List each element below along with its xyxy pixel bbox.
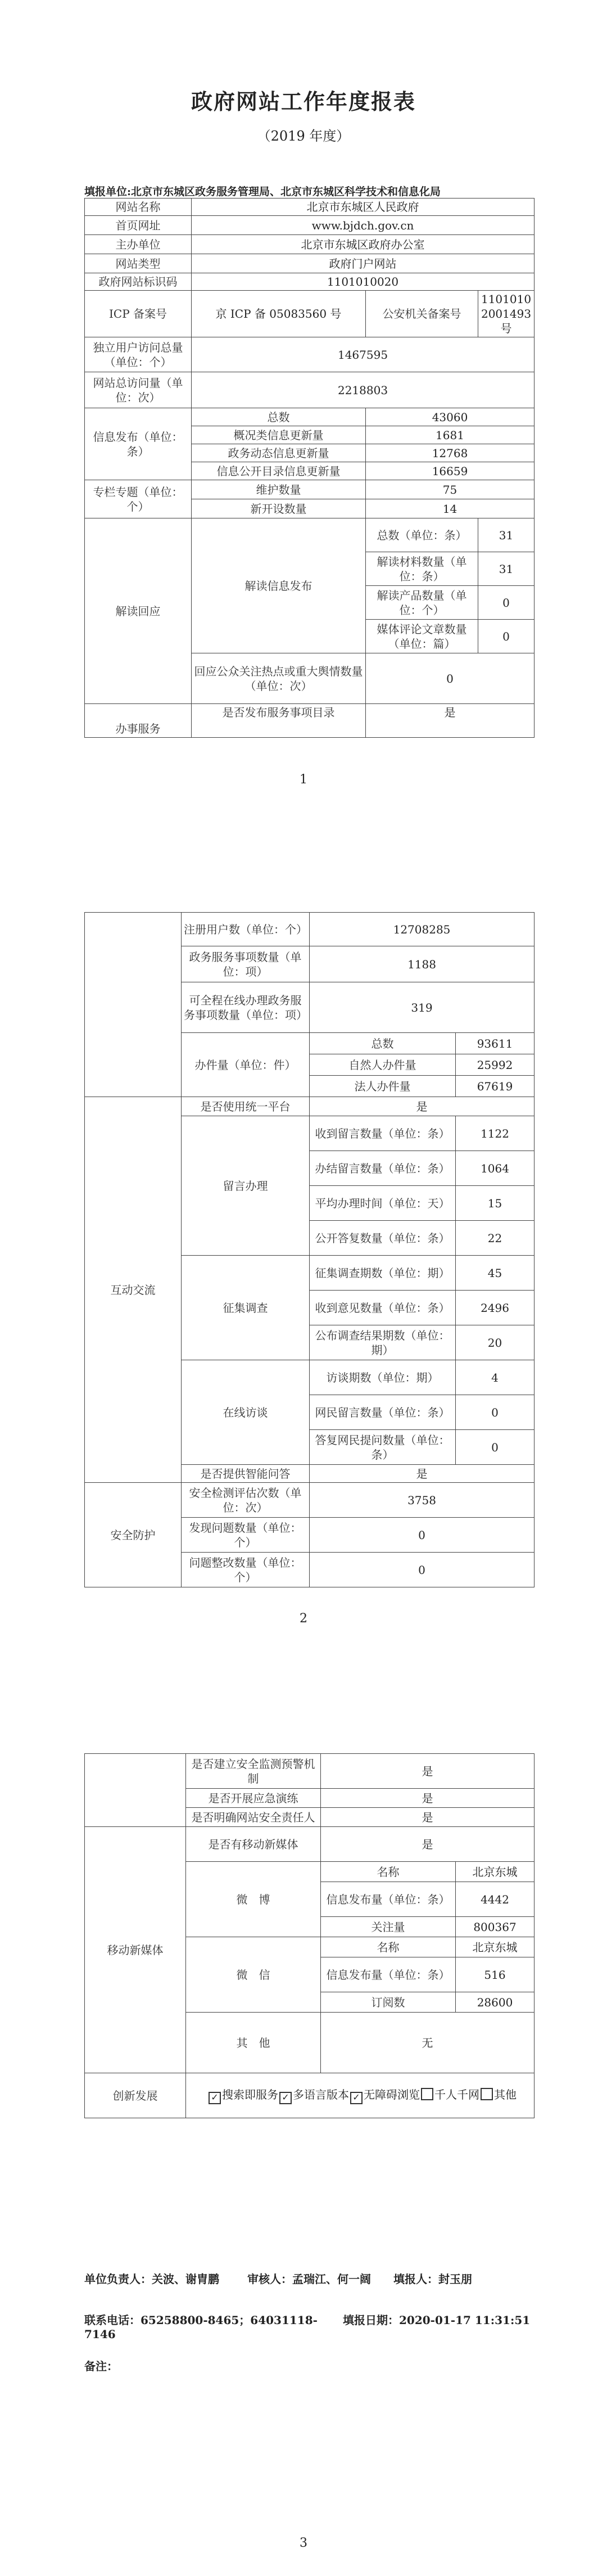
interp-total-label: 总数（单位：条） bbox=[366, 518, 478, 552]
cases-legal-value: 67619 bbox=[456, 1076, 534, 1097]
unified-platform-label: 是否使用统一平台 bbox=[182, 1097, 310, 1116]
wechat-name-value: 北京东城 bbox=[456, 1937, 534, 1957]
filler: 填报人：封玉朋 bbox=[393, 2272, 472, 2286]
registered-users-label: 注册用户数（单位：个） bbox=[182, 913, 310, 946]
msg-received-value: 1122 bbox=[456, 1116, 534, 1151]
survey-opinions-value: 2496 bbox=[456, 1291, 534, 1325]
interview-replies-label: 答复网民提问数量（单位：条） bbox=[310, 1430, 456, 1465]
unique-visitors-label: 独立用户访问总量（单位：个） bbox=[85, 337, 192, 372]
smart-qa-label: 是否提供智能问答 bbox=[182, 1465, 310, 1483]
site-code-value: 1101010020 bbox=[192, 273, 534, 291]
survey-results-value: 20 bbox=[456, 1325, 534, 1360]
interview-periods-value: 4 bbox=[456, 1360, 534, 1395]
service-catalog-value: 是 bbox=[366, 704, 534, 738]
registered-users-value: 12708285 bbox=[310, 913, 534, 946]
monitoring-value: 是 bbox=[321, 1754, 534, 1789]
checkbox-empty-icon[interactable] bbox=[481, 2088, 493, 2100]
interp-media-value: 0 bbox=[478, 620, 534, 653]
info-dynamic-value: 12768 bbox=[366, 444, 534, 462]
innovation-option-label: 无障碍浏览 bbox=[364, 2087, 420, 2101]
drill-label: 是否开展应急演练 bbox=[186, 1789, 321, 1808]
service-catalog-label: 是否发布服务事项目录 bbox=[192, 704, 366, 738]
police-record-label: 公安机关备案号 bbox=[366, 291, 478, 337]
homepage-label: 首页网址 bbox=[85, 216, 192, 235]
survey-label: 征集调查 bbox=[182, 1256, 310, 1360]
report-table-page-3 bbox=[84, 1753, 534, 2118]
weibo-name-label: 名称 bbox=[321, 1862, 456, 1882]
interp-products-value: 0 bbox=[478, 586, 534, 620]
interp-total-value: 31 bbox=[478, 518, 534, 552]
site-name-value: 北京市东城区人民政府 bbox=[192, 198, 534, 216]
report-year: （2019 年度） bbox=[257, 128, 350, 144]
msg-avg-time-value: 15 bbox=[456, 1186, 534, 1221]
service-items-label: 政务服务事项数量（单位：项） bbox=[182, 946, 310, 982]
innovation-option-label: 其他 bbox=[494, 2087, 517, 2101]
columns-new-label: 新开设数量 bbox=[192, 499, 366, 518]
interaction-label: 互动交流 bbox=[85, 1097, 182, 1483]
security-checks-label: 安全检测评估次数（单位：次） bbox=[182, 1483, 310, 1518]
interp-materials-value: 31 bbox=[478, 552, 534, 586]
interview-messages-label: 网民留言数量（单位：条） bbox=[310, 1395, 456, 1430]
survey-periods-value: 45 bbox=[456, 1256, 534, 1291]
unit-head: 单位负责人：关波、谢胄鹏 bbox=[84, 2272, 219, 2286]
cases-legal-label: 法人办件量 bbox=[310, 1076, 456, 1097]
host-unit-label: 主办单位 bbox=[85, 235, 192, 254]
online-items-value: 319 bbox=[310, 982, 534, 1033]
online-items-label: 可全程在线办理政务服务事项数量（单位：项） bbox=[182, 982, 310, 1033]
response-hotspot-value: 0 bbox=[366, 653, 534, 704]
site-code-label: 政府网站标识码 bbox=[85, 273, 192, 291]
report-title: 政府网站工作年度报表 bbox=[191, 89, 416, 114]
cases-total-value: 93611 bbox=[456, 1033, 534, 1054]
msg-done-label: 办结留言数量（单位：条） bbox=[310, 1151, 456, 1186]
wechat-subs-value: 28600 bbox=[456, 1992, 534, 2013]
innovation-label: 创新发展 bbox=[85, 2073, 186, 2118]
fill-date: 填报日期：2020-01-17 11:31:51 bbox=[343, 2313, 531, 2327]
icp-value: 京 ICP 备 05083560 号 bbox=[192, 291, 366, 337]
security-label: 安全防护 bbox=[85, 1483, 182, 1587]
site-name-label: 网站名称 bbox=[85, 198, 192, 216]
security-checks-value: 3758 bbox=[310, 1483, 534, 1518]
info-publish-label: 信息发布（单位：条） bbox=[85, 408, 192, 480]
reporting-unit: 填报单位:北京市东城区政务服务管理局、北京市东城区科学技术和信息化局 bbox=[84, 186, 441, 198]
columns-new-value: 14 bbox=[366, 499, 534, 518]
interview-messages-value: 0 bbox=[456, 1395, 534, 1430]
site-type-label: 网站类型 bbox=[85, 254, 192, 273]
wechat-posts-label: 信息发布量（单位：条） bbox=[321, 1957, 456, 1992]
responsible-value: 是 bbox=[321, 1808, 534, 1827]
page-number-3: 3 bbox=[300, 2536, 307, 2550]
weibo-follow-value: 800367 bbox=[456, 1917, 534, 1937]
columns-label: 专栏专题（单位：个） bbox=[85, 480, 192, 518]
host-unit-value: 北京市东城区政府办公室 bbox=[192, 235, 534, 254]
msg-public-label: 公开答复数量（单位：条） bbox=[310, 1221, 456, 1256]
info-catalog-value: 16659 bbox=[366, 462, 534, 480]
message-handling-label: 留言办理 bbox=[182, 1116, 310, 1256]
interpretation-publish-label: 解读信息发布 bbox=[192, 518, 366, 653]
contact-phone: 联系电话：65258800-8465；64031118-7146 bbox=[84, 2313, 318, 2341]
innovation-option-label: 多语言版本 bbox=[293, 2087, 349, 2101]
weibo-name-value: 北京东城 bbox=[456, 1862, 534, 1882]
page-number-1: 1 bbox=[300, 773, 307, 787]
interview-periods-label: 访谈期数（单位：期） bbox=[310, 1360, 456, 1395]
info-catalog-label: 信息公开目录信息更新量 bbox=[192, 462, 366, 480]
wechat-subs-label: 订阅数 bbox=[321, 1992, 456, 2013]
info-overview-label: 概况类信息更新量 bbox=[192, 426, 366, 444]
service-items-value: 1188 bbox=[310, 946, 534, 982]
report-table-page-2 bbox=[84, 912, 534, 1587]
issues-found-label: 发现问题数量（单位：个） bbox=[182, 1518, 310, 1553]
new-media-label: 移动新媒体 bbox=[85, 1827, 186, 2073]
wechat-label: 微 信 bbox=[186, 1937, 321, 2013]
issues-fixed-value: 0 bbox=[310, 1553, 534, 1587]
security-continued-cell bbox=[85, 1754, 186, 1827]
survey-periods-label: 征集调查期数（单位：期） bbox=[310, 1256, 456, 1291]
wechat-posts-value: 516 bbox=[456, 1957, 534, 1992]
checkbox-checked-icon[interactable]: ✓ bbox=[279, 2092, 292, 2104]
innovation-options bbox=[186, 2073, 534, 2118]
smart-qa-value: 是 bbox=[310, 1465, 534, 1483]
cases-person-label: 自然人办件量 bbox=[310, 1054, 456, 1076]
wechat-name-label: 名称 bbox=[321, 1937, 456, 1957]
msg-public-value: 22 bbox=[456, 1221, 534, 1256]
innovation-option-label: 千人千网 bbox=[434, 2087, 479, 2101]
info-overview-value: 1681 bbox=[366, 426, 534, 444]
page-views-value: 2218803 bbox=[192, 372, 534, 408]
columns-maintained-label: 维护数量 bbox=[192, 480, 366, 499]
cases-label: 办件量（单位：件） bbox=[182, 1033, 310, 1097]
innovation-option-3 bbox=[421, 2087, 479, 2102]
innovation-option-4 bbox=[481, 2087, 517, 2102]
checkbox-checked-icon[interactable]: ✓ bbox=[209, 2092, 221, 2104]
unique-visitors-value: 1467595 bbox=[192, 337, 534, 372]
report-table-page-1 bbox=[84, 198, 534, 738]
other-media-value: 无 bbox=[321, 2013, 534, 2073]
monitoring-label: 是否建立安全监测预警机制 bbox=[186, 1754, 321, 1789]
page-views-label: 网站总访问量（单位：次） bbox=[85, 372, 192, 408]
interp-materials-label: 解读材料数量（单位：条） bbox=[366, 552, 478, 586]
weibo-posts-value: 4442 bbox=[456, 1882, 534, 1917]
has-new-media-value: 是 bbox=[321, 1827, 534, 1862]
has-new-media-label: 是否有移动新媒体 bbox=[186, 1827, 321, 1862]
reviewer: 审核人：孟瑞江、何一阔 bbox=[247, 2272, 371, 2286]
columns-maintained-value: 75 bbox=[366, 480, 534, 499]
weibo-label: 微 博 bbox=[186, 1862, 321, 1937]
cases-total-label: 总数 bbox=[310, 1033, 456, 1054]
innovation-option-0 bbox=[209, 2087, 278, 2104]
msg-done-value: 1064 bbox=[456, 1151, 534, 1186]
page-number-2: 2 bbox=[300, 1612, 307, 1626]
interp-media-label: 媒体评论文章数量（单位：篇） bbox=[366, 620, 478, 653]
remarks: 备注： bbox=[84, 2360, 118, 2373]
innovation-option-2 bbox=[350, 2087, 420, 2104]
icp-label: ICP 备案号 bbox=[85, 291, 192, 337]
info-total-value: 43060 bbox=[366, 408, 534, 426]
other-media-label: 其 他 bbox=[186, 2013, 321, 2073]
response-hotspot-label: 回应公众关注热点或重大舆情数量（单位：次） bbox=[192, 653, 366, 704]
issues-fixed-label: 问题整改数量（单位：个） bbox=[182, 1553, 310, 1587]
survey-results-label: 公布调查结果期数（单位：期） bbox=[310, 1325, 456, 1360]
police-record-value: 11010102001493 号 bbox=[478, 291, 534, 337]
interview-replies-value: 0 bbox=[456, 1430, 534, 1465]
responsible-label: 是否明确网站安全责任人 bbox=[186, 1808, 321, 1827]
interp-products-label: 解读产品数量（单位：个） bbox=[366, 586, 478, 620]
msg-avg-time-label: 平均办理时间（单位：天） bbox=[310, 1186, 456, 1221]
cases-person-value: 25992 bbox=[456, 1054, 534, 1076]
drill-value: 是 bbox=[321, 1789, 534, 1808]
interview-label: 在线访谈 bbox=[182, 1360, 310, 1465]
msg-received-label: 收到留言数量（单位：条） bbox=[310, 1116, 456, 1151]
info-dynamic-label: 政务动态信息更新量 bbox=[192, 444, 366, 462]
innovation-option-label: 搜索即服务 bbox=[222, 2087, 278, 2101]
site-type-value: 政府门户网站 bbox=[192, 254, 534, 273]
weibo-posts-label: 信息发布量（单位：条） bbox=[321, 1882, 456, 1917]
service-label: 办事服务 bbox=[85, 704, 192, 738]
issues-found-value: 0 bbox=[310, 1518, 534, 1553]
service-continued-cell bbox=[85, 913, 182, 1097]
checkbox-checked-icon[interactable]: ✓ bbox=[350, 2092, 363, 2104]
info-total-label: 总数 bbox=[192, 408, 366, 426]
innovation-option-1 bbox=[279, 2087, 349, 2104]
homepage-value: www.bjdch.gov.cn bbox=[192, 216, 534, 235]
weibo-follow-label: 关注量 bbox=[321, 1917, 456, 1937]
unified-platform-value: 是 bbox=[310, 1097, 534, 1116]
checkbox-empty-icon[interactable] bbox=[421, 2088, 433, 2100]
interpretation-label: 解读回应 bbox=[85, 518, 192, 704]
survey-opinions-label: 收到意见数量（单位：条） bbox=[310, 1291, 456, 1325]
